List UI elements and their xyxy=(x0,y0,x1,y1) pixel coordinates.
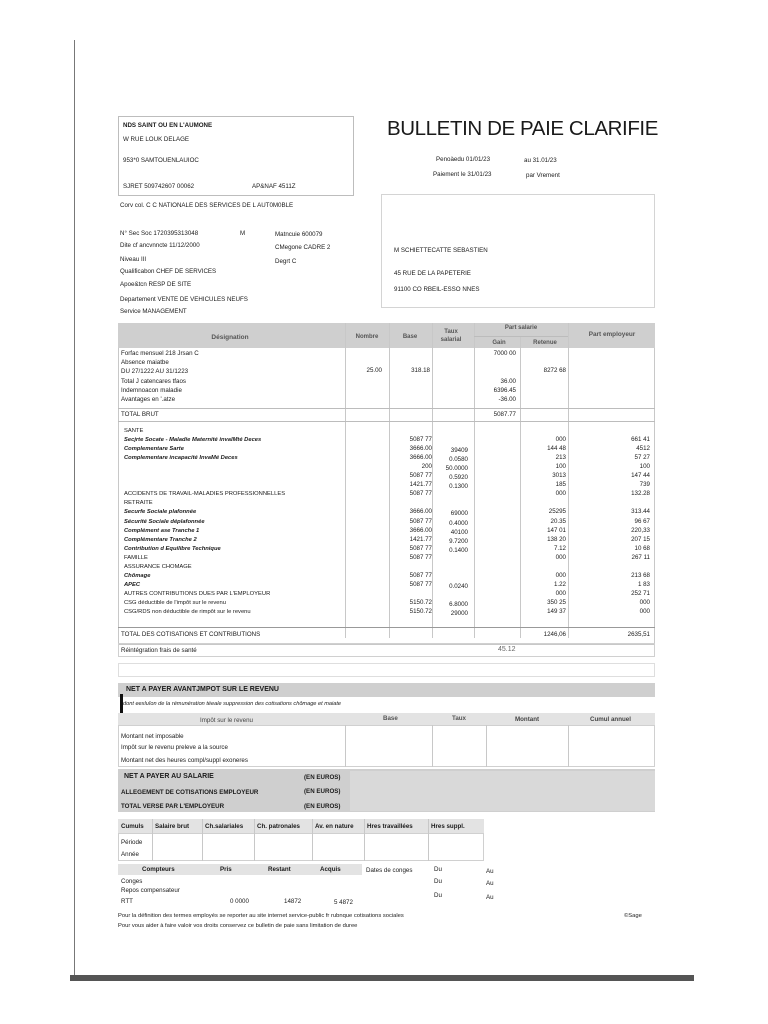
cotisation-employeur: 1 83 xyxy=(637,581,650,588)
cumuls-header-5: Hres travaillées xyxy=(367,823,413,830)
spacer-box xyxy=(118,663,655,677)
page-bottom-shadow xyxy=(70,975,694,981)
cotisation-employeur: 10 68 xyxy=(634,545,650,552)
cumuls-header-4: Av. en nature xyxy=(315,823,354,830)
employee-name: M SCHIETTECATTE SEBASTIEN xyxy=(394,247,488,254)
impot-header-label: Impôt sur le revenu xyxy=(200,717,253,724)
gross-row-gain: 36.00 xyxy=(500,378,516,385)
cotisation-retenue: 100 xyxy=(555,463,566,470)
col-line xyxy=(520,336,521,638)
cotisation-taux: 0.1300 xyxy=(449,483,468,490)
cotisation-retenue: 000 xyxy=(555,436,566,443)
col-line xyxy=(568,323,569,638)
cotisation-base: 5150.72 xyxy=(409,599,432,606)
compteurs-header-2: Restant xyxy=(268,866,291,873)
col-line xyxy=(202,819,203,861)
cotisation-employeur: 57 27 xyxy=(634,454,650,461)
reintegration-value: 45.12 xyxy=(498,646,516,653)
period-to: au 31.01/23 xyxy=(524,157,557,164)
cumuls-row-label: Année xyxy=(121,851,139,858)
cotisation-retenue: 1.22 xyxy=(553,581,566,588)
cotisation-label: APEC xyxy=(124,582,141,588)
employer-street: W RUE LOUK DELAGE xyxy=(123,136,190,143)
gross-row-label: Forfac mensuel 218 Jrsan C xyxy=(121,350,199,357)
impot-header-taux: Taux xyxy=(452,715,466,722)
cotisation-employeur: 313.44 xyxy=(631,508,650,515)
cotisation-label: Securfe Sociale plafonnée xyxy=(124,509,197,515)
cotisation-base: 1421.77 xyxy=(409,481,432,488)
cotisation-retenue: 000 xyxy=(555,490,566,497)
total-cotisations-line xyxy=(118,627,655,628)
cumuls-header-0: Cumuls xyxy=(121,823,144,830)
total-verse-unit: (EN EUROS) xyxy=(304,803,341,810)
col-line xyxy=(474,323,475,638)
col-line xyxy=(345,323,346,638)
employer-convention: Corv col. C C NATIONALE DES SERVICES DE L AUT0M0BLE xyxy=(120,202,294,209)
employer-siret: SJRET 509742607 00062 xyxy=(123,183,195,190)
cotisation-base: 3666.00 xyxy=(409,527,432,534)
cotisation-label: Complementare incapacité InvaMé Deces xyxy=(124,455,238,461)
dates-au: Au xyxy=(486,894,494,901)
cotisation-base: 5087 77 xyxy=(409,554,432,561)
compteurs-row-pris: 0 0000 xyxy=(230,898,249,905)
gross-row-label: Avantages en '.atze xyxy=(121,396,176,403)
cotisation-taux: 50.0000 xyxy=(445,465,468,472)
net-avant-impot-label: NET A PAYER AVANTJMPOT SUR LE REVENU xyxy=(126,686,279,693)
cotisation-label: Contribution d Equilibre Technique xyxy=(124,546,221,552)
cotisation-employeur: 267 11 xyxy=(631,554,650,561)
cotisation-base: 3666.00 xyxy=(409,508,432,515)
cotisation-base: 5087 77 xyxy=(409,436,432,443)
gross-row-nombre: 25.00 xyxy=(366,367,382,374)
cotisation-employeur: 132.28 xyxy=(631,490,650,497)
cotisation-employeur: 213 68 xyxy=(631,572,650,579)
employee-city: 91100 CO RBEIL-ESSO NNES xyxy=(394,286,480,293)
cotisation-retenue: 3013 xyxy=(552,472,566,479)
cotisation-taux: 0.5920 xyxy=(449,474,468,481)
cotisation-base: 5087 77 xyxy=(409,572,432,579)
net-payer-unit: (EN EUROS) xyxy=(304,774,341,781)
degre: Degrt C xyxy=(275,258,297,265)
total-cotisations-retenue: 1246,06 xyxy=(543,631,566,638)
compteurs-row-label: Repos compensateur xyxy=(121,887,180,894)
compteurs-row-acquis: 5 4872 xyxy=(334,899,353,906)
cotisation-label: Secjrte Socate - Maladie Maternité invalMté Deces xyxy=(124,437,262,443)
header-designation: Désignation xyxy=(211,334,249,341)
dates-du: Du xyxy=(434,866,442,873)
page-left-edge xyxy=(74,40,75,980)
compteurs-row-label: RTT xyxy=(121,898,133,905)
cotisation-retenue: 000 xyxy=(555,554,566,561)
cotisation-taux: 39409 xyxy=(450,447,468,454)
cotisation-taux: 29000 xyxy=(450,610,468,617)
compteurs-header-3: Acquis xyxy=(320,866,341,873)
cotisation-retenue: 185 xyxy=(555,481,566,488)
cotisation-base: 5087 77 xyxy=(409,518,432,525)
payment-date: Paiement le 31/01/23 xyxy=(433,171,492,178)
col-line xyxy=(254,819,255,861)
gross-row-label: DU 27/1222 AU 31/1223 xyxy=(121,368,189,375)
impot-header-base: Base xyxy=(383,715,398,722)
col-line xyxy=(486,725,487,767)
departement: Departement VENTE DE VEHICULES NEUFS xyxy=(120,296,248,303)
compteurs-row-label: Conges xyxy=(121,878,143,885)
cotisation-base: 3666.00 xyxy=(409,454,432,461)
net-payer-value-area xyxy=(350,771,655,811)
cotisation-label: RETRAITE xyxy=(124,500,153,506)
cotisation-employeur: 661 41 xyxy=(631,436,650,443)
cotisation-label: AUTRES CONTRIBUTIONS DUES PAR L'EMPLOYEUR xyxy=(124,591,271,597)
impot-header-montant: Montant xyxy=(515,716,540,723)
cotisation-taux: 0.0240 xyxy=(449,583,468,590)
dates-du: Du xyxy=(434,878,442,885)
cotisation-base: 200 xyxy=(421,463,432,470)
header-base: Base xyxy=(402,334,418,340)
service: Service MANAGEMENT xyxy=(120,308,187,315)
compteurs-row-restant: 14872 xyxy=(284,898,302,905)
cotisation-employeur: 252 71 xyxy=(631,590,650,597)
cotisation-employeur: 207 15 xyxy=(631,536,650,543)
cotisation-retenue: 138 20 xyxy=(547,536,566,543)
cotisation-retenue: 25295 xyxy=(548,508,566,515)
cotisation-taux: 9.7200 xyxy=(449,538,468,545)
cotisation-label: SANTE xyxy=(124,428,144,434)
gross-row-label: Absence maiatbe xyxy=(121,359,169,366)
impot-header-cumul: Cumul annuel xyxy=(590,716,631,723)
cotisation-employeur: 4512 xyxy=(636,445,650,452)
cotisation-retenue: 213 xyxy=(555,454,566,461)
cotisation-employeur: 220,33 xyxy=(631,527,650,534)
col-line xyxy=(568,725,569,767)
cotisation-taux: 0.0580 xyxy=(449,456,468,463)
cotisation-retenue: 20.35 xyxy=(550,518,566,525)
cotisation-retenue: 7.12 xyxy=(553,545,566,552)
dates-du: Du xyxy=(434,892,442,899)
cotisation-label: Sécurité Sociale déplafonnée xyxy=(124,519,205,525)
niveau: Niveau III xyxy=(120,256,147,263)
gross-row-gain: 7000 00 xyxy=(493,350,516,357)
col-line xyxy=(345,725,346,767)
cotisation-label: Chômage xyxy=(124,573,151,579)
cotisation-label: FAMILLE xyxy=(124,555,148,561)
header-gain: Gain xyxy=(492,340,506,346)
cotisation-taux: 6.8000 xyxy=(449,601,468,608)
cumuls-header-1: Salaire brut xyxy=(155,823,190,830)
employee-street: 45 RUE DE LA PAPETERIE xyxy=(394,270,471,277)
document-title: BULLETIN DE PAIE CLARIFIE xyxy=(387,117,659,140)
cotisation-employeur: 147 44 xyxy=(631,472,650,479)
gross-row-retenue: 8272 68 xyxy=(543,367,566,374)
cotisation-taux: 0.4000 xyxy=(449,520,468,527)
header-nombre: Nombre xyxy=(355,334,379,340)
cotisation-retenue: 000 xyxy=(555,572,566,579)
categorie: CMegone CADRE 2 xyxy=(275,244,331,251)
gross-row-label: Indemnoacon maladie xyxy=(121,387,182,394)
employer-city: 953*0 SAMTOUENLAUIOC xyxy=(123,157,199,164)
cotisation-retenue: 000 xyxy=(555,590,566,597)
col-line xyxy=(432,323,433,638)
cumuls-row-label: Période xyxy=(121,839,143,846)
appellation: Apoe&tcn RESP DE SITE xyxy=(120,281,192,288)
header-taux: Taux salarial xyxy=(440,329,462,343)
cotisation-employeur: 000 xyxy=(639,608,650,615)
compteurs-header-0: Compteurs xyxy=(142,866,175,873)
cumuls-header-2: Ch.salariales xyxy=(205,823,244,830)
cotisation-base: 1421.77 xyxy=(409,536,432,543)
allegement-unit: (EN EUROS) xyxy=(304,788,341,795)
net-payer-label: NET A PAYER AU SALARIE xyxy=(124,773,214,780)
header-part-salarie: Part salarie xyxy=(504,325,538,331)
footer-line-2: Pour vous aider à faire valoir vos droits conservez ce bulletin de paie sans limitation de duree xyxy=(118,923,358,929)
cotisation-base: 5087 77 xyxy=(409,490,432,497)
cotisation-employeur: 100 xyxy=(639,463,650,470)
anciennete: Dite cf ancvnncte 11/12/2000 xyxy=(120,242,200,249)
employer-name: NDS SAINT OU EN L'AUMONE xyxy=(123,122,213,129)
col-line xyxy=(152,819,153,861)
cotisation-label: Complementare Sarte xyxy=(124,446,184,452)
total-brut-line-top xyxy=(118,408,655,409)
impot-row-heures: Montant net des heures compl/suppl exoneres xyxy=(121,757,248,764)
cotisation-base: 5150.72 xyxy=(409,608,432,615)
cotisation-base: 5087 77 xyxy=(409,472,432,479)
period-from: Penoàedu 01/01/23 xyxy=(436,156,491,163)
employer-naf: AP&NAF 4511Z xyxy=(252,183,296,190)
cotisation-base: 5087 77 xyxy=(409,545,432,552)
impot-row-preleve: Impôt sur le revenu preleve a la source xyxy=(121,744,228,751)
allegement-label: ALLEGEMENT DE COTISATIONS EMPLOYEUR xyxy=(121,789,259,796)
cumuls-header-6: Hres suppl. xyxy=(431,823,465,830)
dates-au: Au xyxy=(486,880,494,887)
gross-row-base: 318.18 xyxy=(411,367,430,374)
total-brut-line-bottom xyxy=(118,421,655,422)
cotisation-employeur: 96 67 xyxy=(634,518,650,525)
cotisation-retenue: 350 25 xyxy=(547,599,566,606)
impot-row-net-imposable: Montant net imposable xyxy=(121,733,184,740)
cotisation-label: CSG déductible de l'impôt sur le revenu xyxy=(124,600,226,606)
cotisation-taux: 69000 xyxy=(450,510,468,517)
dates-au: Au xyxy=(486,868,494,875)
col-line xyxy=(364,819,365,861)
total-cotisations-employeur: 2635,51 xyxy=(627,631,650,638)
dates-conges-label: Dates de conges xyxy=(366,867,413,874)
cotisation-label: ASSURANCE CHOMAGE xyxy=(124,564,192,570)
cotisation-retenue: 149 37 xyxy=(547,608,566,615)
header-part-employeur: Part employeur xyxy=(588,331,636,338)
compteurs-header-1: Pris xyxy=(220,866,232,873)
net-avant-impot-note: dont eexluîon de la rémunération téeale suppression des cotisations chômage et maiate xyxy=(123,701,341,707)
secu-number: N° Sec Soc 1720395313048 xyxy=(120,230,199,237)
footer-brand: ©Sage xyxy=(624,913,642,919)
footer-line-1: Pour la définition des termes employés se reporter au site internet service-public fr rubnque cotisations sociales xyxy=(118,913,404,919)
col-line xyxy=(312,819,313,861)
gross-row-gain: -36.00 xyxy=(498,396,516,403)
cotisation-base: 5087 77 xyxy=(409,581,432,588)
gross-row-gain: 6396.45 xyxy=(493,387,516,394)
reintegration-label: Réintégration frais de santé xyxy=(121,647,197,654)
cotisation-employeur: 000 xyxy=(639,599,650,606)
total-brut-label: TOTAL BRUT xyxy=(121,411,159,418)
cotisation-base: 3666.00 xyxy=(409,445,432,452)
row-line xyxy=(474,336,568,337)
cotisation-retenue: 147 01 xyxy=(547,527,566,534)
cotisation-label: Complément ase Tranche 1 xyxy=(124,528,200,534)
cotisation-label: Complémentare Tranche 2 xyxy=(124,537,197,543)
reintegration-box xyxy=(118,643,655,657)
header-retenue: Retenue xyxy=(533,340,557,346)
cumuls-body xyxy=(118,833,484,861)
col-line xyxy=(428,819,429,861)
qualification: Qualificabon CHEF DE SERVICES xyxy=(120,268,217,275)
matricule: Matncuie 600079 xyxy=(275,231,323,238)
total-cotisations-label: TOTAL DES COTISATIONS ET CONTRIBUTIONS xyxy=(121,631,261,638)
gross-row-label: Total J catencares tfaos xyxy=(121,378,187,385)
cotisation-label: ACCIDENTS DE TRAVAIL-MALADIES PROFESSIONNELLES xyxy=(124,491,286,497)
cotisation-taux: 40100 xyxy=(450,529,468,536)
cumuls-header-3: Ch. patronales xyxy=(257,823,300,830)
cotisation-employeur: 739 xyxy=(639,481,650,488)
payment-mode: par Vrement xyxy=(526,172,560,179)
col-line xyxy=(432,725,433,767)
cotisation-retenue: 144 48 xyxy=(547,445,566,452)
cotisation-taux: 0.1400 xyxy=(449,547,468,554)
sex: M xyxy=(240,230,246,237)
cotisation-label: CSG/RDS non déductible de rimpôt sur le revenu xyxy=(124,609,251,615)
total-verse-label: TOTAL VERSE PAR L'EMPLOYEUR xyxy=(121,803,225,810)
total-brut-gain: 5087.77 xyxy=(493,411,516,418)
